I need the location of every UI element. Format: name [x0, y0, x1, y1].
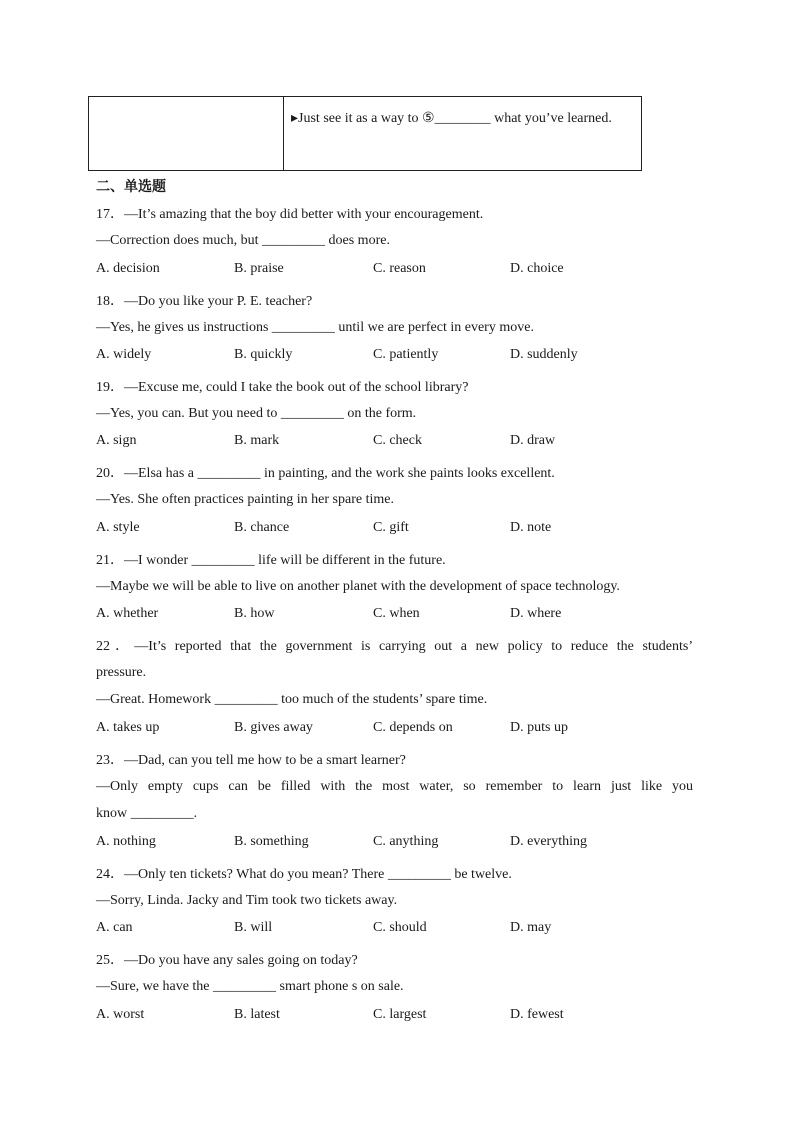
question-20-option-d[interactable]: D. note — [510, 520, 552, 535]
question-24-option-a[interactable]: A. can — [96, 920, 133, 935]
question-21-option-d[interactable]: D. where — [510, 606, 562, 621]
question-25-stem: 25．—Do you have any sales going on today? — [96, 953, 358, 968]
question-20-option-c[interactable]: C. gift — [373, 520, 409, 535]
question-23-answer-cont: know _________. — [96, 806, 198, 821]
question-23-answer: —Only empty cups can be filled with the most water, so remember to learn just like you — [96, 779, 693, 794]
question-22-stem-cont: pressure. — [96, 665, 147, 680]
question-20-option-b[interactable]: B. chance — [234, 520, 290, 535]
question-21-option-b[interactable]: B. how — [234, 606, 275, 621]
question-24-option-c[interactable]: C. should — [373, 920, 427, 935]
question-25-option-c[interactable]: C. largest — [373, 1007, 427, 1022]
question-22-option-a[interactable]: A. takes up — [96, 720, 160, 735]
question-22-option-d[interactable]: D. puts up — [510, 720, 568, 735]
question-21-option-a[interactable]: A. whether — [96, 606, 159, 621]
question-19-option-c[interactable]: C. check — [373, 433, 422, 448]
question-23-stem: 23．—Dad, can you tell me how to be a smart learner? — [96, 753, 406, 768]
question-18-option-b[interactable]: B. quickly — [234, 347, 293, 362]
question-21-stem: 21．—I wonder _________ life will be different in the future. — [96, 553, 446, 568]
question-23-option-c[interactable]: C. anything — [373, 834, 439, 849]
question-19-answer: —Yes, you can. But you need to _________ on the form. — [96, 406, 417, 421]
question-18-option-d[interactable]: D. suddenly — [510, 347, 578, 362]
question-19-option-b[interactable]: B. mark — [234, 433, 280, 448]
question-23-option-d[interactable]: D. everything — [510, 834, 587, 849]
question-20-option-a[interactable]: A. style — [96, 520, 140, 535]
question-25-option-a[interactable]: A. worst — [96, 1007, 145, 1022]
question-23-option-b[interactable]: B. something — [234, 834, 309, 849]
question-18-option-c[interactable]: C. patiently — [373, 347, 439, 362]
table-fragment — [88, 96, 642, 171]
question-17-stem: 17．—It’s amazing that the boy did better with your encouragement. — [96, 207, 484, 222]
table-cell-text: ▸Just see it as a way to ⑤________ what you’ve learned. — [291, 111, 612, 126]
question-24-option-b[interactable]: B. will — [234, 920, 273, 935]
question-17-option-b[interactable]: B. praise — [234, 261, 284, 276]
question-22-stem: 22．—It’s reported that the government is carrying out a new policy to reduce the students’ — [96, 639, 693, 654]
question-23-option-a[interactable]: A. nothing — [96, 834, 156, 849]
question-17-option-d[interactable]: D. choice — [510, 261, 564, 276]
question-22-answer: —Great. Homework _________ too much of the students’ spare time. — [96, 692, 488, 707]
question-24-stem: 24．—Only ten tickets? What do you mean? There _________ be twelve. — [96, 867, 512, 882]
question-25-option-b[interactable]: B. latest — [234, 1007, 280, 1022]
question-17-option-c[interactable]: C. reason — [373, 261, 426, 276]
question-20-stem: 20．—Elsa has a _________ in painting, and the work she paints looks excellent. — [96, 466, 555, 481]
question-24-answer: —Sorry, Linda. Jacky and Tim took two tickets away. — [96, 893, 398, 908]
question-21-answer: —Maybe we will be able to live on another planet with the development of space technology. — [96, 579, 620, 594]
question-22-option-b[interactable]: B. gives away — [234, 720, 313, 735]
question-18-stem: 18．—Do you like your P. E. teacher? — [96, 294, 313, 309]
question-19-option-d[interactable]: D. draw — [510, 433, 556, 448]
question-25-option-d[interactable]: D. fewest — [510, 1007, 564, 1022]
question-18-option-a[interactable]: A. widely — [96, 347, 152, 362]
question-19-stem: 19．—Excuse me, could I take the book out of the school library? — [96, 380, 469, 395]
question-17-answer: —Correction does much, but _________ does more. — [96, 233, 390, 248]
question-22-option-c[interactable]: C. depends on — [373, 720, 453, 735]
question-20-answer: —Yes. She often practices painting in her spare time. — [96, 492, 394, 507]
question-24-option-d[interactable]: D. may — [510, 920, 552, 935]
section-title: 二、单选题 — [96, 179, 166, 195]
question-18-answer: —Yes, he gives us instructions _________ until we are perfect in every move. — [96, 320, 534, 335]
question-19-option-a[interactable]: A. sign — [96, 433, 137, 448]
question-21-option-c[interactable]: C. when — [373, 606, 420, 621]
question-17-option-a[interactable]: A. decision — [96, 261, 160, 276]
table-divider — [283, 97, 284, 170]
question-25-answer: —Sure, we have the _________ smart phone s on sale. — [96, 979, 404, 994]
